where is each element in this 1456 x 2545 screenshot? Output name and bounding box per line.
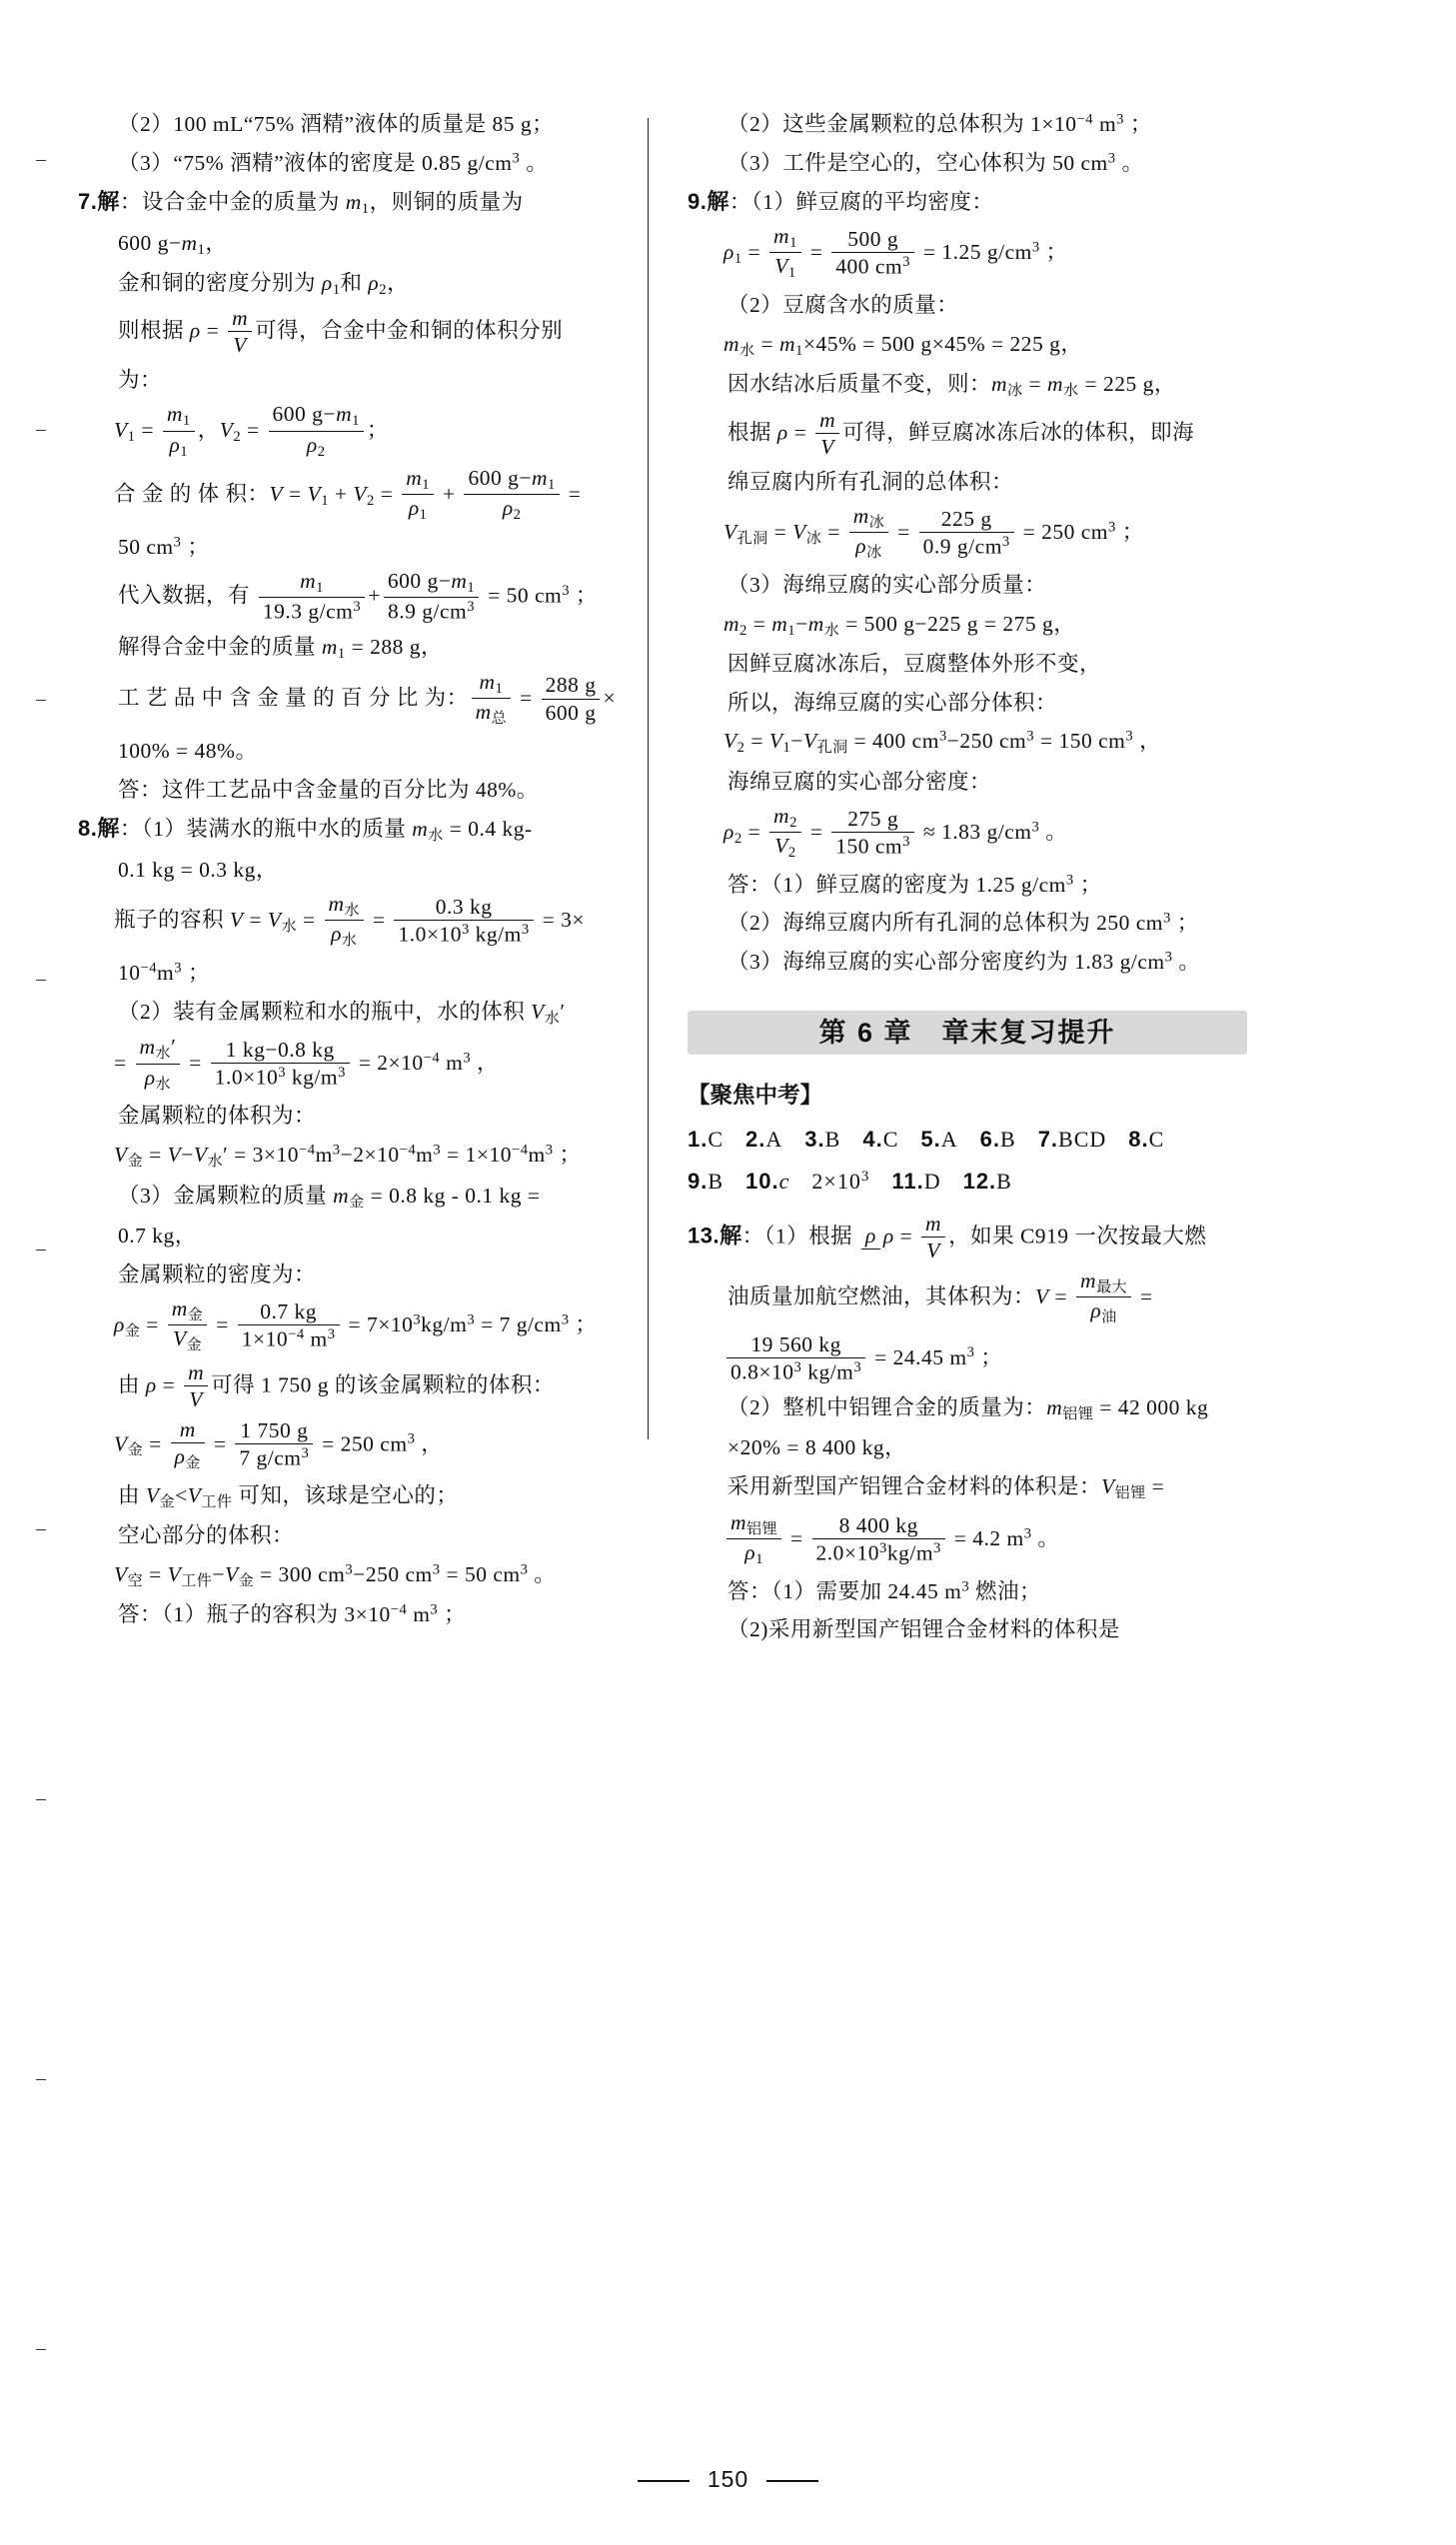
answer-line: 瓶子的容积 V = V水 = $\frac{\text{m水}}{\text{ρ水}}$ = $\frac{0.3 kg}{1.0\times 10^3 kg/m^3}$ = 3× [114,891,585,949]
answer-line: （3）海绵豆腐的实心部分质量： [728,572,1047,597]
answer-row: 9.B 10.c $2\times 10^3$ 11.D 12.B [688,1169,1012,1195]
answer-line: （2）整机中铝锂合金的质量为：m铝锂 = 42 000 kg [728,1394,1209,1422]
answer-line: = $\frac{\text{m水′}}{\text{ρ水}}$ = $\frac{1 kg-0.8 kg}{1.0\times 10^3 kg/m^3}$ = $2\times 10^{-4}$ $m^3$ ， [114,1035,500,1093]
answer-line: 因鲜豆腐冰冻后，豆腐整体外形不变， [728,652,1102,677]
answer-line: 600 $g-m_1$， [118,230,228,258]
answer-line: V金 = V−V水′ = $3\times 10^{-4}m^3-2\times 10^{-4}m^3 = 1\times 10^{-4}m^3$ ； [114,1142,582,1170]
page-number: 150 [690,2466,766,2493]
answer-line: 根据 ρ = $\frac{m}{V}$ 可得，鲜豆腐冰冻后冰的体积，即海 [728,407,1195,459]
answer-line: $\rho_1$ = $\frac{m_1}{V_1}$ = $\frac{500 g}{400 cm^3}$ = 1.25 $g/cm^3$ ； [724,224,1068,282]
edge-tick [36,700,46,701]
answer-line: 50 $cm^3$ ； [118,534,210,559]
answer-line: $\frac{19 560 kg}{0.8\times 10^3 kg/m^3}$ = 24.45 $m^3$ ； [688,1333,1247,1385]
answer-line: ×20% = 8 400 kg， [728,1435,907,1460]
left-column [78,108,638,1637]
answer-line: $m_2 = m_1-m$水 = 500 g−225 g = 275 g， [724,611,1076,639]
edge-tick [36,430,46,431]
answer-line: V孔洞 = V冰 = $\frac{\text{m冰}}{\text{ρ冰}}$ = $\frac{225 g}{0.9 g/cm^3}$ = 250 $cm^3$ ； [724,503,1144,561]
page-footer [0,2466,1456,2493]
answer-line: 金属颗粒的体积为： [118,1104,317,1129]
answer-line: $V_1$ = $\frac{m_1}{\rho_1}$ ，$V_2$ = $\frac{600 g-m_1}{\rho_2}$ ； [114,402,389,460]
answer-line: 100% = 48%。 [118,739,258,764]
answer-line: 由 ρ = $\frac{m}{V}$ 可得 1 750 g 的该金属颗粒的体积： [118,1359,555,1411]
answer-line: 答：这件工艺品中含金量的百分比为 48%。 [118,777,539,802]
answer-line: 空心部分的体积： [118,1523,295,1548]
edge-tick [36,980,46,981]
problem-8-start: 8.解：（1）装满水的瓶中水的质量 m水 = 0.4 kg- [78,816,533,845]
answer-line: 工 艺 品 中 含 金 量 的 百 分 比 为： $\frac{m_1}{\text{m总}}$ = $\frac{288 g}{600 g}$ × [118,669,617,728]
answer-line: （3）金属颗粒的质量 m金 = 0.8 kg - 0.1 kg = [118,1183,541,1211]
answer-line: （3）工件是空心的，空心体积为 50 $cm^3$ 。 [728,150,1144,175]
answer-line: m水 = $m_1\times 45\% = 500$ g×45% = 225 g， [724,331,1083,359]
edge-tick [36,160,46,161]
answer-line: $10^{-4}m^3$ ； [118,960,210,985]
right-column [688,108,1247,1652]
answer-line: 金属颗粒的密度为： [118,1262,317,1286]
answer-line: 由 V金<V工件 可知，该球是空心的； [118,1482,459,1510]
edge-tick [36,1799,46,1800]
answer-line: 答：（1）瓶子的容积为 $3\times 10^{-4}$ $m^3$ ； [118,1601,467,1627]
column-divider [648,118,649,1439]
answer-line: （3）海绵豆腐的实心部分密度约为 1.83 $g/cm^3$ 。 [728,949,1201,974]
answer-line: V金 = $\frac{m}{\text{ρ金}}$ = $\frac{1 750 g}{7 g/cm^3}$ = 250 $cm^3$ ， [114,1416,444,1471]
answer-line: 为： [118,368,163,393]
problem-9-start: 9.解：（1）鲜豆腐的平均密度： [688,189,994,215]
answer-line: 0.1 kg = 0.3 kg， [118,857,278,882]
answer-line: 绵豆腐内所有孔洞的总体积： [728,469,1014,494]
answer-line: ρ金 = $\frac{\text{m金}}{\text{V金}}$ = $\frac{0.7 kg}{1\times 10^{-4} m^3}$ = $7\times 10^3kg/m^3 = 7$ $g/cm^3$ ； [114,1295,598,1353]
answer-line: 采用新型国产铝锂合金材料的体积是：V铝锂 = [728,1474,1165,1501]
problem-13-start: 13.解：（1）根据 ρ ρ = $\frac{m}{V}$ ，如果 C919 一次按最大燃 [688,1211,1207,1263]
edge-tick [36,2349,46,2350]
answer-line: 则根据 ρ = $\frac{m}{V}$ 可得，合金中金和铜的体积分别 [118,306,564,358]
answer-line: 所以，海绵豆腐的实心部分体积： [728,690,1058,715]
answer-line: $\frac{\text{m铝锂}}{\rho_1}$ = $\frac{8 400 kg}{2.0\times 10^3kg/m^3}$ = 4.2 $m^3$ 。 [688,1511,1247,1569]
answer-line: $V_2 = V_1-V$孔洞 = 400 $cm^3-250$ $cm^3 = 150$ $cm^3$ ， [724,728,1162,757]
answer-line: 合 金 的 体 积：$V = V_1 + V_2$ = $\frac{m_1}{\rho_1}$ + $\frac{600 g-m_1}{\rho_2}$ = [114,465,582,524]
answer-line: V空 = V工件−V金 = 300 $cm^3-250$ $cm^3 = 50$ $cm^3$ 。 [114,1561,557,1589]
answer-line: （2)采用新型国产铝锂合金材料的体积是 [728,1617,1120,1642]
answer-line: 代入数据，有 $\frac{m_1}{19.3 g/cm^3}$ + $\frac{600 g-m_1}{8.9 g/cm^3}$ = 50 $cm^3$ ； [118,568,598,624]
answer-line: （2）豆腐含水的质量： [728,292,959,317]
answer-line: 油质量加航空燃油，其体积为：V = $\frac{\text{m最大}}{\text{ρ油}}$ = [728,1268,1153,1326]
answer-line: 0.7 kg， [118,1224,197,1249]
answer-row: 1.C 2.A 3.B 4.C 5.A 6.B 7.BCD 8.C [688,1126,1165,1152]
problem-7-start: 7.解：设合金中金的质量为 $m_1$，则铜的质量为 [78,189,524,218]
answer-line: 海绵豆腐的实心部分密度： [728,770,992,795]
chapter-heading-text: 第 6 章 章末复习提升 [818,1017,1116,1048]
answer-line: $\rho_2$ = $\frac{m_2}{V_2}$ = $\frac{275 g}{150 cm^3}$ ≈ 1.83 $g/cm^3$ 。 [724,803,1068,862]
answer-line: 金和铜的密度分别为 $\rho_1$和 $\rho_2$， [118,270,410,299]
section-label: 【聚焦中考】 [688,1082,823,1108]
answer-line: 解得合金中金的质量 $m_1 = 288$ g， [118,634,443,662]
answer-line: 答：（1）鲜豆腐的密度为 1.25 $g/cm^3$ ； [728,872,1102,897]
answer-line: （2）装有金属颗粒和水的瓶中，水的体积 V水′ [118,999,566,1027]
edge-tick [36,1250,46,1251]
answer-line: （3）“75% 酒精”液体的密度是 0.85 $g/cm^3$ 。 [118,150,549,175]
edge-tick [36,2079,46,2080]
answer-line: 答：（1）需要加 24.45 $m^3$ 燃油； [728,1578,1042,1603]
chapter-heading [688,1005,1247,1061]
answer-line: （2）海绵豆腐内所有孔洞的总体积为 250 $cm^3$ ； [728,910,1199,936]
edge-tick [36,1529,46,1530]
answer-line: （2）这些金属颗粒的总体积为 $1\times 10^{-4}$ $m^3$ ； [728,111,1152,136]
answer-line: （2）100 mL“75% 酒精”液体的质量是 85 g； [118,112,555,136]
answer-line: 因水结冰后质量不变，则：m冰 = m水 = 225 g， [728,372,1176,399]
